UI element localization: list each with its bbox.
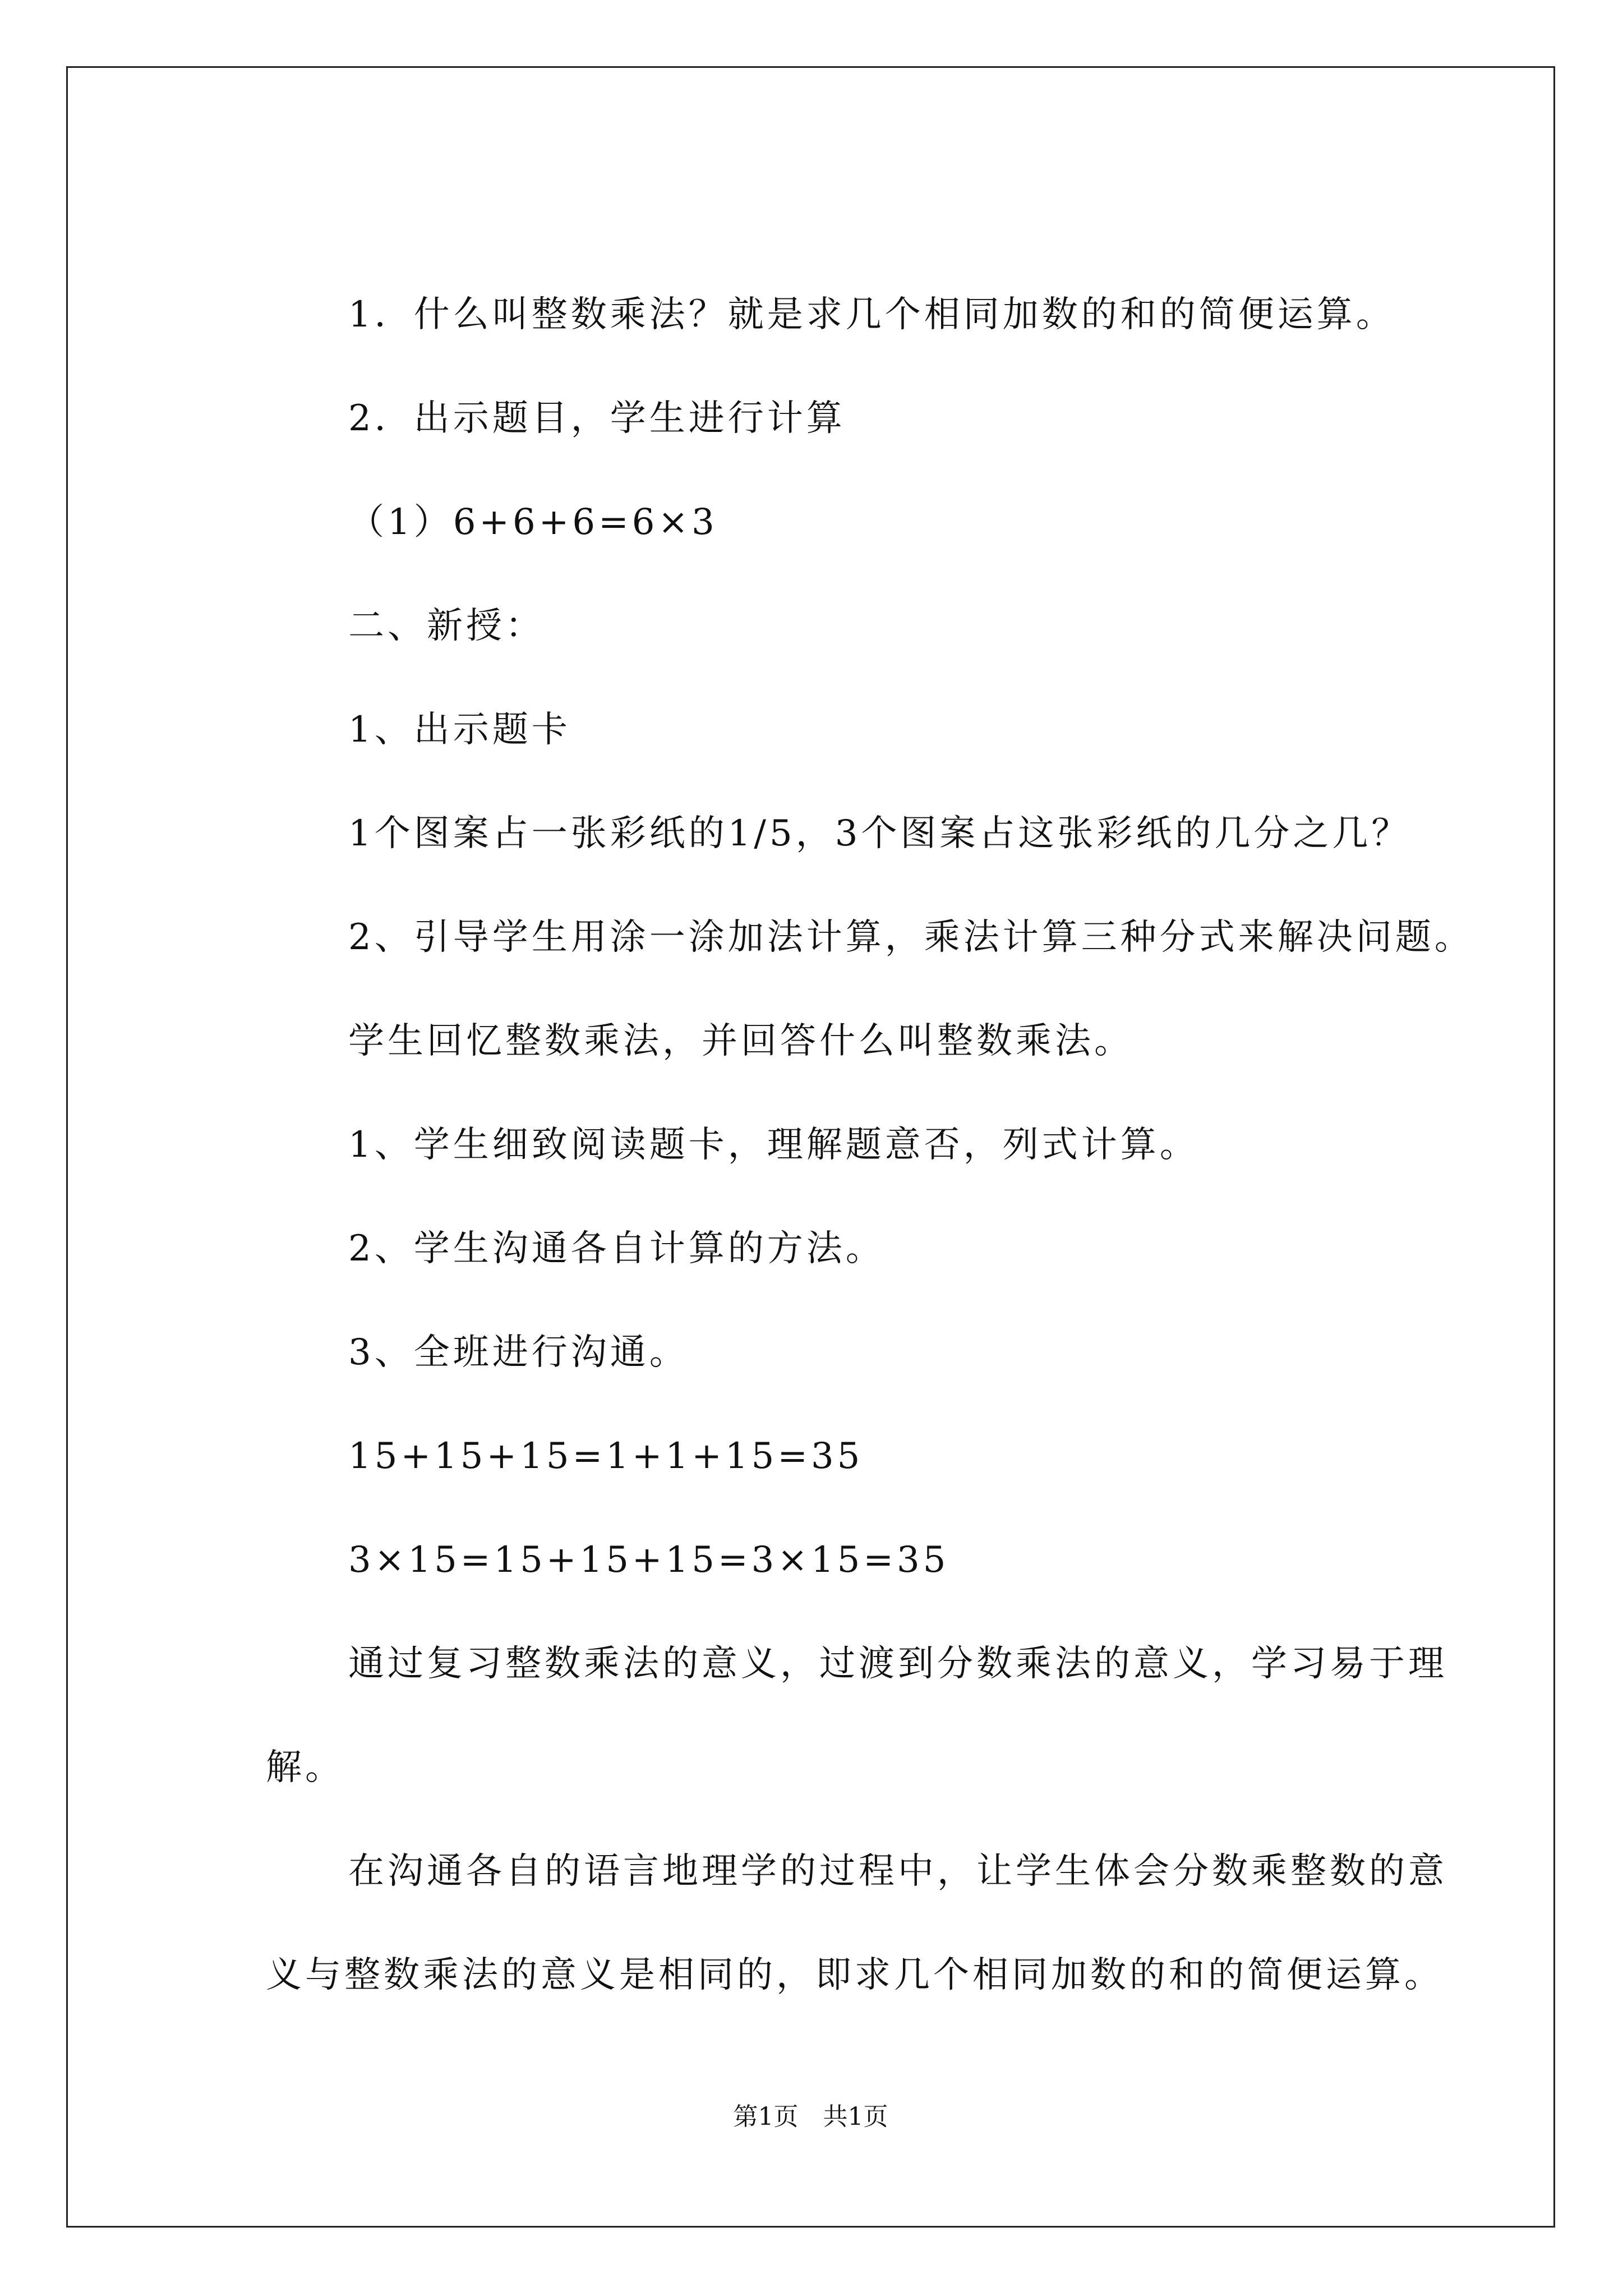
text-line: 3、全班进行沟通。 <box>348 1332 689 1373</box>
text-line: 1．什么叫整数乘法？就是求几个相同加数的和的简便运算。 <box>348 294 1395 335</box>
document-body <box>68 68 1553 2226</box>
equation-line: 15+15+15=1+1+15=35 <box>348 1435 864 1477</box>
text-line: 解。 <box>266 1747 344 1788</box>
section-heading: 二、新授： <box>348 605 545 647</box>
page-frame <box>66 66 1555 2228</box>
text-line: 2、学生沟通各自计算的方法。 <box>348 1228 885 1269</box>
text-line: 在沟通各自的语言地理学的过程中，让学生体会分数乘整数的意 <box>348 1851 1447 1892</box>
text-line: 1个图案占一张彩纸的1/5，3个图案占这张彩纸的几分之几？ <box>348 813 1411 854</box>
text-line: 学生回忆整数乘法，并回答什么叫整数乘法。 <box>348 1020 1133 1062</box>
text-line: 1、学生细致阅读题卡，理解题意否，列式计算。 <box>348 1124 1199 1166</box>
text-line: 通过复习整数乘法的意义，过渡到分数乘法的意义，学习易于理 <box>348 1643 1447 1685</box>
text-line: 1、出示题卡 <box>348 709 571 751</box>
page-footer: 第1页 共1页 <box>733 2102 888 2131</box>
text-line: （1）6+6+6=6×3 <box>348 501 718 543</box>
text-line: 2、引导学生用涂一涂加法计算，乘法计算三种分式来解决问题。 <box>348 917 1474 958</box>
text-line: 2．出示题目，学生进行计算 <box>348 398 846 439</box>
equation-line: 3×15=15+15+15=3×15=35 <box>348 1539 949 1581</box>
text-line: 义与整数乘法的意义是相同的，即求几个相同加数的和的简便运算。 <box>266 1954 1444 1996</box>
